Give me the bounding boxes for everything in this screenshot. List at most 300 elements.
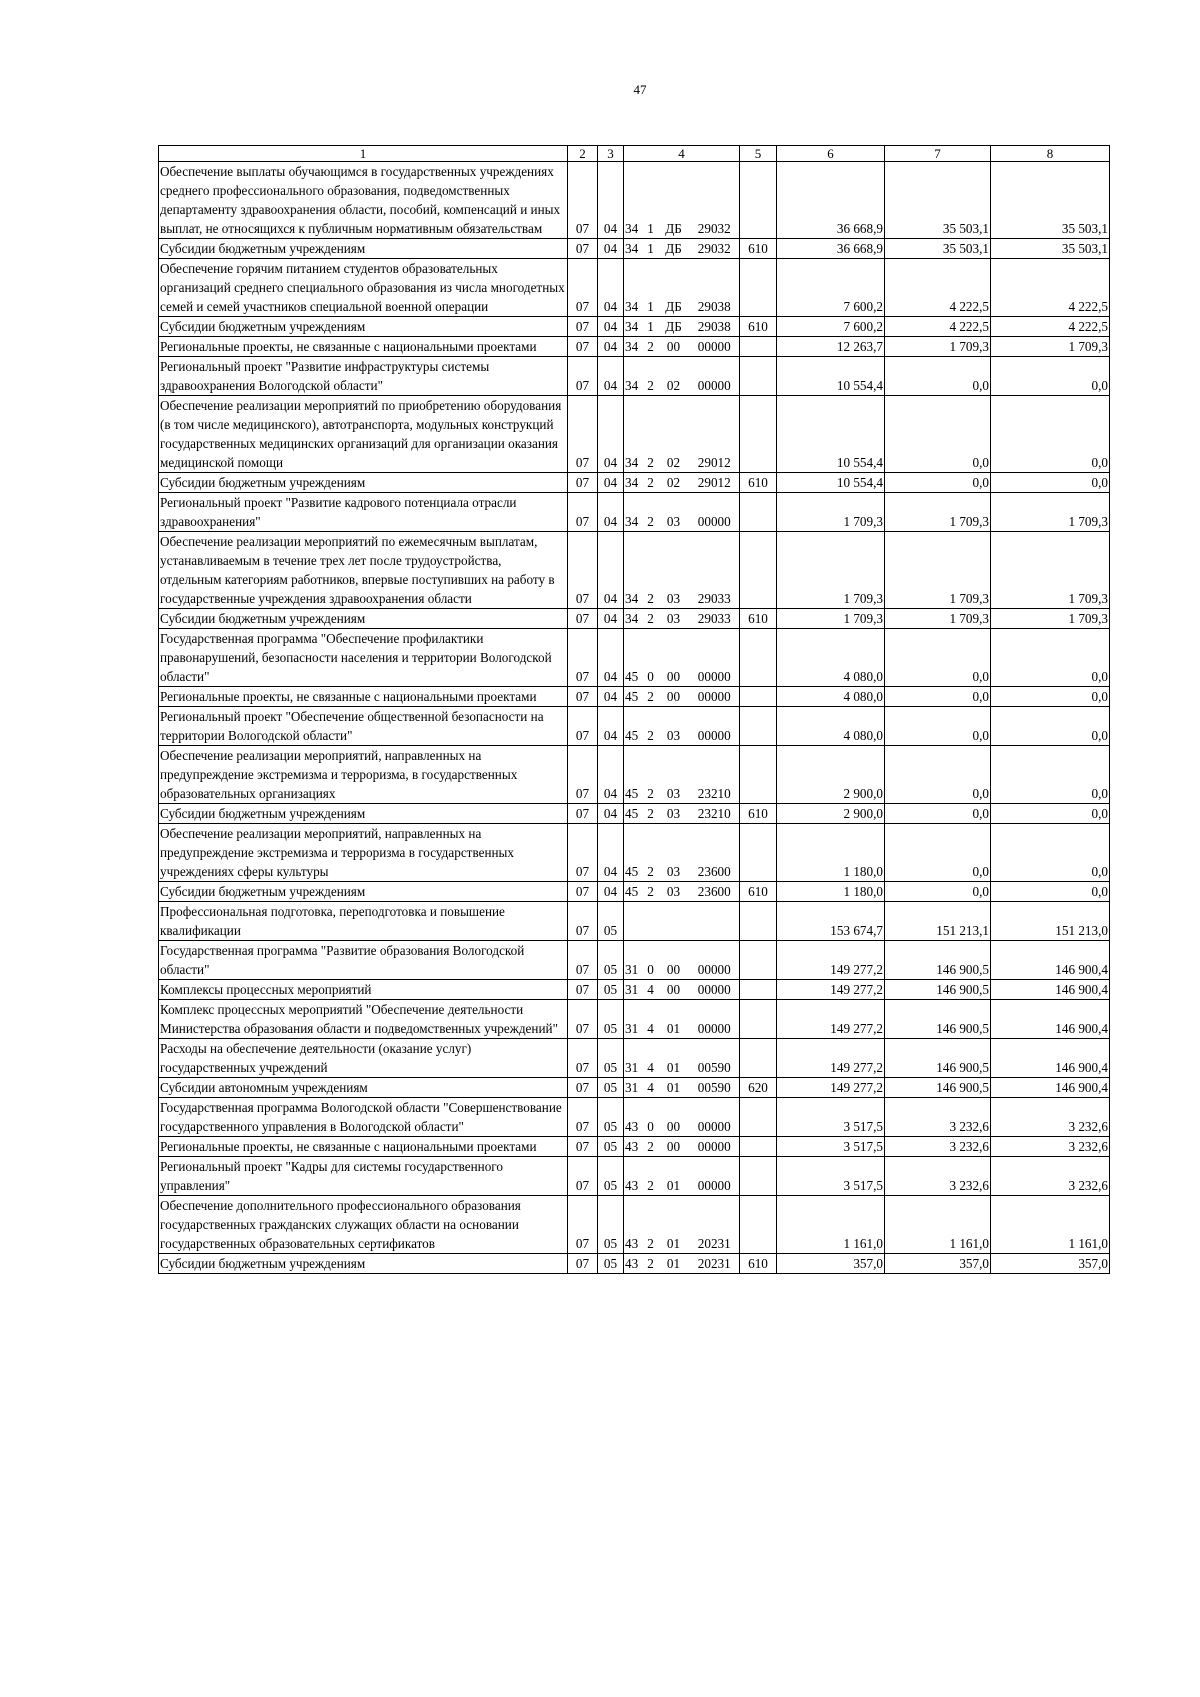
target-code-project-cell: 03 (658, 707, 690, 746)
target-code-direction-cell: 29032 (690, 162, 740, 239)
amount-col7-cell: 1 161,0 (885, 1196, 991, 1254)
expense-type-cell (740, 396, 777, 473)
row-name-cell: Обеспечение дополнительного профессионального образования государственных гражданских служащих области на основании государственных образовательных сертификатов (159, 1196, 568, 1254)
target-code-type-cell: 2 (644, 804, 658, 824)
amount-col8-cell: 0,0 (991, 804, 1110, 824)
subsection-code-cell: 05 (598, 1039, 624, 1078)
expense-type-cell: 610 (740, 609, 777, 629)
amount-col7-cell: 0,0 (885, 746, 991, 804)
target-code-project-cell: 00 (658, 980, 690, 1000)
amount-col7-cell: 146 900,5 (885, 941, 991, 980)
target-code-direction-cell: 29033 (690, 609, 740, 629)
expense-type-cell: 610 (740, 882, 777, 902)
target-code-type-cell: 4 (644, 980, 658, 1000)
amount-col6-cell: 149 277,2 (777, 1039, 885, 1078)
target-code-direction-cell: 23600 (690, 882, 740, 902)
amount-col7-cell: 0,0 (885, 629, 991, 687)
target-code-program-cell: 45 (624, 824, 644, 882)
amount-col8-cell: 0,0 (991, 396, 1110, 473)
target-code-type-cell: 0 (644, 941, 658, 980)
section-code-cell: 07 (568, 804, 598, 824)
section-code-cell: 07 (568, 162, 598, 239)
row-name-cell: Субсидии бюджетным учреждениям (159, 473, 568, 493)
target-code-type-cell: 2 (644, 532, 658, 609)
target-code-direction-cell: 29012 (690, 473, 740, 493)
expense-type-cell: 610 (740, 473, 777, 493)
expense-type-cell (740, 746, 777, 804)
target-code-direction-cell: 00000 (690, 1000, 740, 1039)
row-name-cell: Региональные проекты, не связанные с национальными проектами (159, 337, 568, 357)
row-name-cell: Профессиональная подготовка, переподготовка и повышение квалификации (159, 902, 568, 941)
amount-col8-cell: 146 900,4 (991, 1039, 1110, 1078)
target-code-type-cell: 4 (644, 1078, 658, 1098)
header-col-1: 1 (159, 146, 568, 162)
table-row (159, 317, 1110, 337)
table-row (159, 239, 1110, 259)
target-code-type-cell: 1 (644, 317, 658, 337)
target-code-type-cell: 2 (644, 1254, 658, 1274)
target-code-project-cell: 03 (658, 532, 690, 609)
row-name-cell: Субсидии автономным учреждениям (159, 1078, 568, 1098)
target-code-program-cell (624, 902, 644, 941)
amount-col7-cell: 3 232,6 (885, 1137, 991, 1157)
table-row (159, 1000, 1110, 1039)
target-code-program-cell: 34 (624, 473, 644, 493)
subsection-code-cell: 04 (598, 357, 624, 396)
target-code-program-cell: 34 (624, 317, 644, 337)
amount-col6-cell: 10 554,4 (777, 396, 885, 473)
expense-type-cell (740, 824, 777, 882)
subsection-code-cell: 05 (598, 1000, 624, 1039)
expense-type-cell: 620 (740, 1078, 777, 1098)
row-name-cell: Региональные проекты, не связанные с национальными проектами (159, 1137, 568, 1157)
target-code-direction-cell: 00000 (690, 357, 740, 396)
target-code-direction-cell: 00590 (690, 1039, 740, 1078)
target-code-program-cell: 31 (624, 1078, 644, 1098)
target-code-project-cell: 01 (658, 1254, 690, 1274)
target-code-project-cell: 00 (658, 337, 690, 357)
amount-col6-cell: 1 709,3 (777, 493, 885, 532)
section-code-cell: 07 (568, 1000, 598, 1039)
target-code-project-cell: ДБ (658, 162, 690, 239)
expense-type-cell (740, 357, 777, 396)
amount-col6-cell: 36 668,9 (777, 239, 885, 259)
target-code-program-cell: 45 (624, 882, 644, 902)
amount-col7-cell: 0,0 (885, 804, 991, 824)
target-code-project-cell: 03 (658, 609, 690, 629)
amount-col8-cell: 35 503,1 (991, 162, 1110, 239)
section-code-cell: 07 (568, 1196, 598, 1254)
target-code-project-cell: 00 (658, 1137, 690, 1157)
amount-col8-cell: 0,0 (991, 824, 1110, 882)
target-code-type-cell: 2 (644, 396, 658, 473)
target-code-program-cell: 31 (624, 1039, 644, 1078)
target-code-project-cell: 01 (658, 1078, 690, 1098)
row-name-cell: Субсидии бюджетным учреждениям (159, 239, 568, 259)
section-code-cell: 07 (568, 239, 598, 259)
target-code-program-cell: 34 (624, 493, 644, 532)
subsection-code-cell: 04 (598, 804, 624, 824)
header-row (159, 146, 1110, 162)
target-code-direction-cell: 29038 (690, 259, 740, 317)
table-row (159, 396, 1110, 473)
subsection-code-cell: 04 (598, 259, 624, 317)
amount-col6-cell: 2 900,0 (777, 746, 885, 804)
subsection-code-cell: 04 (598, 609, 624, 629)
target-code-project-cell: 02 (658, 396, 690, 473)
target-code-direction-cell: 00000 (690, 707, 740, 746)
subsection-code-cell: 04 (598, 629, 624, 687)
target-code-program-cell: 34 (624, 239, 644, 259)
target-code-project-cell: 01 (658, 1039, 690, 1078)
expense-type-cell: 610 (740, 317, 777, 337)
section-code-cell: 07 (568, 941, 598, 980)
target-code-direction-cell: 00000 (690, 687, 740, 707)
target-code-program-cell: 34 (624, 357, 644, 396)
section-code-cell: 07 (568, 1098, 598, 1137)
target-code-type-cell: 2 (644, 1196, 658, 1254)
subsection-code-cell: 04 (598, 746, 624, 804)
amount-col8-cell: 1 161,0 (991, 1196, 1110, 1254)
target-code-program-cell: 43 (624, 1254, 644, 1274)
target-code-project-cell: ДБ (658, 317, 690, 337)
table-row (159, 629, 1110, 687)
target-code-direction-cell: 20231 (690, 1196, 740, 1254)
row-name-cell: Обеспечение реализации мероприятий по приобретению оборудования (в том числе медицинского), автотранспорта, модульных конструкций государственных медицинских организаций для организации оказания медицинской помощи (159, 396, 568, 473)
target-code-direction-cell: 23210 (690, 746, 740, 804)
table-row (159, 1078, 1110, 1098)
row-name-cell: Региональный проект "Обеспечение общественной безопасности на территории Вологодской области" (159, 707, 568, 746)
section-code-cell: 07 (568, 1039, 598, 1078)
amount-col8-cell: 3 232,6 (991, 1098, 1110, 1137)
expense-type-cell (740, 337, 777, 357)
expense-type-cell (740, 162, 777, 239)
target-code-direction-cell: 23600 (690, 824, 740, 882)
target-code-direction-cell: 00590 (690, 1078, 740, 1098)
section-code-cell: 07 (568, 1078, 598, 1098)
target-code-project-cell: 03 (658, 882, 690, 902)
expense-type-cell (740, 1098, 777, 1137)
row-name-cell: Обеспечение реализации мероприятий по ежемесячным выплатам, устанавливаемым в течение трех лет после трудоустройства, отдельным категориям работников, впервые поступивших на работу в государственные учреждения здравоохранения области (159, 532, 568, 609)
table-row (159, 259, 1110, 317)
expense-type-cell (740, 259, 777, 317)
row-name-cell: Субсидии бюджетным учреждениям (159, 1254, 568, 1274)
table-row (159, 1098, 1110, 1137)
section-code-cell: 07 (568, 746, 598, 804)
table-row (159, 824, 1110, 882)
row-name-cell: Региональный проект "Развитие кадрового потенциала отрасли здравоохранения" (159, 493, 568, 532)
target-code-program-cell: 34 (624, 162, 644, 239)
target-code-direction-cell: 23210 (690, 804, 740, 824)
row-name-cell: Региональный проект "Кадры для системы государственного управления" (159, 1157, 568, 1196)
page-number: 47 (633, 82, 647, 97)
row-name-cell: Обеспечение выплаты обучающимся в государственных учреждениях среднего профессионального образования, подведомственных департаменту здравоохранения области, пособий, компенсаций и иных выплат, не относящихся к публичным нормативным обязательствам (159, 162, 568, 239)
amount-col8-cell: 0,0 (991, 357, 1110, 396)
row-name-cell: Субсидии бюджетным учреждениям (159, 609, 568, 629)
target-code-program-cell: 45 (624, 687, 644, 707)
row-name-cell: Государственная программа Вологодской области "Совершенствование государственного управления в Вологодской области" (159, 1098, 568, 1137)
section-code-cell: 07 (568, 396, 598, 473)
section-code-cell: 07 (568, 882, 598, 902)
expense-type-cell (740, 707, 777, 746)
row-name-cell: Комплекс процессных мероприятий "Обеспечение деятельности Министерства образования области и подведомственных учреждений" (159, 1000, 568, 1039)
header-col-6: 6 (777, 146, 885, 162)
section-code-cell: 07 (568, 1137, 598, 1157)
amount-col8-cell: 0,0 (991, 882, 1110, 902)
amount-col8-cell: 3 232,6 (991, 1137, 1110, 1157)
target-code-direction-cell: 00000 (690, 1098, 740, 1137)
row-name-cell: Обеспечение горячим питанием студентов образовательных организаций среднего специального образования из числа многодетных семей и семей участников специальной военной операции (159, 259, 568, 317)
subsection-code-cell: 04 (598, 473, 624, 493)
table-row (159, 337, 1110, 357)
section-code-cell: 07 (568, 687, 598, 707)
amount-col6-cell: 149 277,2 (777, 941, 885, 980)
target-code-direction-cell: 00000 (690, 1157, 740, 1196)
section-code-cell: 07 (568, 473, 598, 493)
target-code-direction-cell (690, 902, 740, 941)
target-code-type-cell: 2 (644, 746, 658, 804)
section-code-cell: 07 (568, 337, 598, 357)
subsection-code-cell: 05 (598, 980, 624, 1000)
target-code-project-cell: ДБ (658, 259, 690, 317)
expense-type-cell: 610 (740, 1254, 777, 1274)
target-code-direction-cell: 29032 (690, 239, 740, 259)
amount-col7-cell: 146 900,5 (885, 1000, 991, 1039)
amount-col6-cell: 3 517,5 (777, 1137, 885, 1157)
row-name-cell: Субсидии бюджетным учреждениям (159, 804, 568, 824)
table-body (159, 162, 1110, 1274)
table-row (159, 882, 1110, 902)
target-code-project-cell: 00 (658, 941, 690, 980)
row-name-cell: Комплексы процессных мероприятий (159, 980, 568, 1000)
amount-col6-cell: 1 180,0 (777, 824, 885, 882)
target-code-program-cell: 45 (624, 707, 644, 746)
expense-type-cell (740, 532, 777, 609)
row-name-cell: Субсидии бюджетным учреждениям (159, 882, 568, 902)
amount-col6-cell: 7 600,2 (777, 317, 885, 337)
amount-col7-cell: 0,0 (885, 396, 991, 473)
amount-col7-cell: 151 213,1 (885, 902, 991, 941)
target-code-type-cell (644, 902, 658, 941)
target-code-program-cell: 43 (624, 1098, 644, 1137)
expense-type-cell (740, 1157, 777, 1196)
table-row (159, 357, 1110, 396)
subsection-code-cell: 05 (598, 1098, 624, 1137)
target-code-project-cell: 01 (658, 1000, 690, 1039)
table-row (159, 1157, 1110, 1196)
target-code-program-cell: 34 (624, 337, 644, 357)
header-col-2: 2 (568, 146, 598, 162)
subsection-code-cell: 04 (598, 162, 624, 239)
amount-col6-cell: 149 277,2 (777, 1078, 885, 1098)
amount-col7-cell: 1 709,3 (885, 609, 991, 629)
table-row (159, 609, 1110, 629)
amount-col8-cell: 4 222,5 (991, 259, 1110, 317)
table-row (159, 1196, 1110, 1254)
row-name-cell: Региональный проект "Развитие инфраструктуры системы здравоохранения Вологодской области" (159, 357, 568, 396)
table-row (159, 493, 1110, 532)
section-code-cell: 07 (568, 707, 598, 746)
amount-col7-cell: 146 900,5 (885, 1078, 991, 1098)
target-code-project-cell: 03 (658, 804, 690, 824)
amount-col8-cell: 151 213,0 (991, 902, 1110, 941)
table-row (159, 980, 1110, 1000)
amount-col7-cell: 3 232,6 (885, 1157, 991, 1196)
row-name-cell: Субсидии бюджетным учреждениям (159, 317, 568, 337)
target-code-type-cell: 2 (644, 824, 658, 882)
amount-col7-cell: 357,0 (885, 1254, 991, 1274)
target-code-project-cell: 00 (658, 629, 690, 687)
section-code-cell: 07 (568, 980, 598, 1000)
section-code-cell: 07 (568, 902, 598, 941)
row-name-cell: Обеспечение реализации мероприятий, направленных на предупреждение экстремизма и терроризма, в государственных образовательных организациях (159, 746, 568, 804)
section-code-cell: 07 (568, 629, 598, 687)
target-code-direction-cell: 00000 (690, 941, 740, 980)
table-row (159, 941, 1110, 980)
subsection-code-cell: 04 (598, 707, 624, 746)
target-code-program-cell: 43 (624, 1137, 644, 1157)
amount-col6-cell: 10 554,4 (777, 473, 885, 493)
subsection-code-cell: 04 (598, 396, 624, 473)
target-code-type-cell: 2 (644, 1137, 658, 1157)
amount-col7-cell: 4 222,5 (885, 259, 991, 317)
amount-col7-cell: 0,0 (885, 882, 991, 902)
table-row (159, 746, 1110, 804)
subsection-code-cell: 04 (598, 337, 624, 357)
amount-col7-cell: 0,0 (885, 357, 991, 396)
amount-col7-cell: 146 900,5 (885, 1039, 991, 1078)
subsection-code-cell: 04 (598, 687, 624, 707)
subsection-code-cell: 04 (598, 493, 624, 532)
amount-col6-cell: 153 674,7 (777, 902, 885, 941)
target-code-project-cell (658, 902, 690, 941)
amount-col8-cell: 1 709,3 (991, 532, 1110, 609)
expense-type-cell: 610 (740, 239, 777, 259)
amount-col6-cell: 3 517,5 (777, 1157, 885, 1196)
amount-col8-cell: 357,0 (991, 1254, 1110, 1274)
amount-col6-cell: 36 668,9 (777, 162, 885, 239)
subsection-code-cell: 05 (598, 1196, 624, 1254)
amount-col6-cell: 3 517,5 (777, 1098, 885, 1137)
amount-col8-cell: 146 900,4 (991, 980, 1110, 1000)
amount-col6-cell: 149 277,2 (777, 1000, 885, 1039)
target-code-direction-cell: 00000 (690, 493, 740, 532)
target-code-type-cell: 2 (644, 609, 658, 629)
subsection-code-cell: 04 (598, 317, 624, 337)
amount-col6-cell: 2 900,0 (777, 804, 885, 824)
amount-col7-cell: 1 709,3 (885, 337, 991, 357)
target-code-direction-cell: 29038 (690, 317, 740, 337)
amount-col7-cell: 4 222,5 (885, 317, 991, 337)
target-code-type-cell: 1 (644, 259, 658, 317)
target-code-type-cell: 2 (644, 1157, 658, 1196)
target-code-program-cell: 34 (624, 609, 644, 629)
target-code-project-cell: 01 (658, 1157, 690, 1196)
amount-col8-cell: 0,0 (991, 473, 1110, 493)
target-code-type-cell: 4 (644, 1000, 658, 1039)
target-code-project-cell: 00 (658, 687, 690, 707)
target-code-type-cell: 0 (644, 1098, 658, 1137)
subsection-code-cell: 04 (598, 824, 624, 882)
target-code-program-cell: 45 (624, 629, 644, 687)
amount-col7-cell: 35 503,1 (885, 162, 991, 239)
amount-col6-cell: 4 080,0 (777, 707, 885, 746)
section-code-cell: 07 (568, 532, 598, 609)
target-code-direction-cell: 20231 (690, 1254, 740, 1274)
expense-type-cell: 610 (740, 804, 777, 824)
table-row (159, 532, 1110, 609)
target-code-project-cell: ДБ (658, 239, 690, 259)
subsection-code-cell: 05 (598, 902, 624, 941)
amount-col7-cell: 0,0 (885, 824, 991, 882)
amount-col8-cell: 0,0 (991, 746, 1110, 804)
amount-col6-cell: 4 080,0 (777, 629, 885, 687)
target-code-program-cell: 31 (624, 1000, 644, 1039)
amount-col8-cell: 146 900,4 (991, 941, 1110, 980)
target-code-project-cell: 01 (658, 1196, 690, 1254)
amount-col8-cell: 0,0 (991, 687, 1110, 707)
amount-col8-cell: 1 709,3 (991, 337, 1110, 357)
amount-col6-cell: 4 080,0 (777, 687, 885, 707)
table-row (159, 162, 1110, 239)
subsection-code-cell: 05 (598, 1157, 624, 1196)
amount-col8-cell: 35 503,1 (991, 239, 1110, 259)
target-code-program-cell: 45 (624, 746, 644, 804)
target-code-program-cell: 43 (624, 1196, 644, 1254)
expense-type-cell (740, 1039, 777, 1078)
row-name-cell: Региональные проекты, не связанные с национальными проектами (159, 687, 568, 707)
section-code-cell: 07 (568, 609, 598, 629)
target-code-type-cell: 1 (644, 239, 658, 259)
target-code-program-cell: 43 (624, 1157, 644, 1196)
amount-col8-cell: 146 900,4 (991, 1000, 1110, 1039)
target-code-type-cell: 2 (644, 493, 658, 532)
header-col-5: 5 (740, 146, 777, 162)
expense-type-cell (740, 1137, 777, 1157)
section-code-cell: 07 (568, 824, 598, 882)
amount-col7-cell: 146 900,5 (885, 980, 991, 1000)
amount-col7-cell: 1 709,3 (885, 493, 991, 532)
amount-col8-cell: 3 232,6 (991, 1157, 1110, 1196)
amount-col6-cell: 1 161,0 (777, 1196, 885, 1254)
subsection-code-cell: 04 (598, 239, 624, 259)
target-code-program-cell: 34 (624, 259, 644, 317)
row-name-cell: Государственная программа "Обеспечение профилактики правонарушений, безопасности населения и территории Вологодской области" (159, 629, 568, 687)
target-code-type-cell: 2 (644, 882, 658, 902)
target-code-direction-cell: 00000 (690, 1137, 740, 1157)
amount-col7-cell: 0,0 (885, 473, 991, 493)
table-row (159, 1254, 1110, 1274)
amount-col6-cell: 10 554,4 (777, 357, 885, 396)
target-code-program-cell: 45 (624, 804, 644, 824)
table-row (159, 473, 1110, 493)
table-row (159, 1039, 1110, 1078)
amount-col6-cell: 1 709,3 (777, 609, 885, 629)
amount-col7-cell: 3 232,6 (885, 1098, 991, 1137)
amount-col7-cell: 0,0 (885, 707, 991, 746)
target-code-program-cell: 34 (624, 532, 644, 609)
amount-col6-cell: 149 277,2 (777, 980, 885, 1000)
budget-table (158, 145, 1110, 1274)
target-code-program-cell: 31 (624, 980, 644, 1000)
target-code-program-cell: 34 (624, 396, 644, 473)
table-row (159, 1137, 1110, 1157)
target-code-direction-cell: 29033 (690, 532, 740, 609)
expense-type-cell (740, 941, 777, 980)
row-name-cell: Обеспечение реализации мероприятий, направленных на предупреждение экстремизма и терроризма в государственных учреждениях сферы культуры (159, 824, 568, 882)
header-col-8: 8 (991, 146, 1110, 162)
table-row (159, 707, 1110, 746)
